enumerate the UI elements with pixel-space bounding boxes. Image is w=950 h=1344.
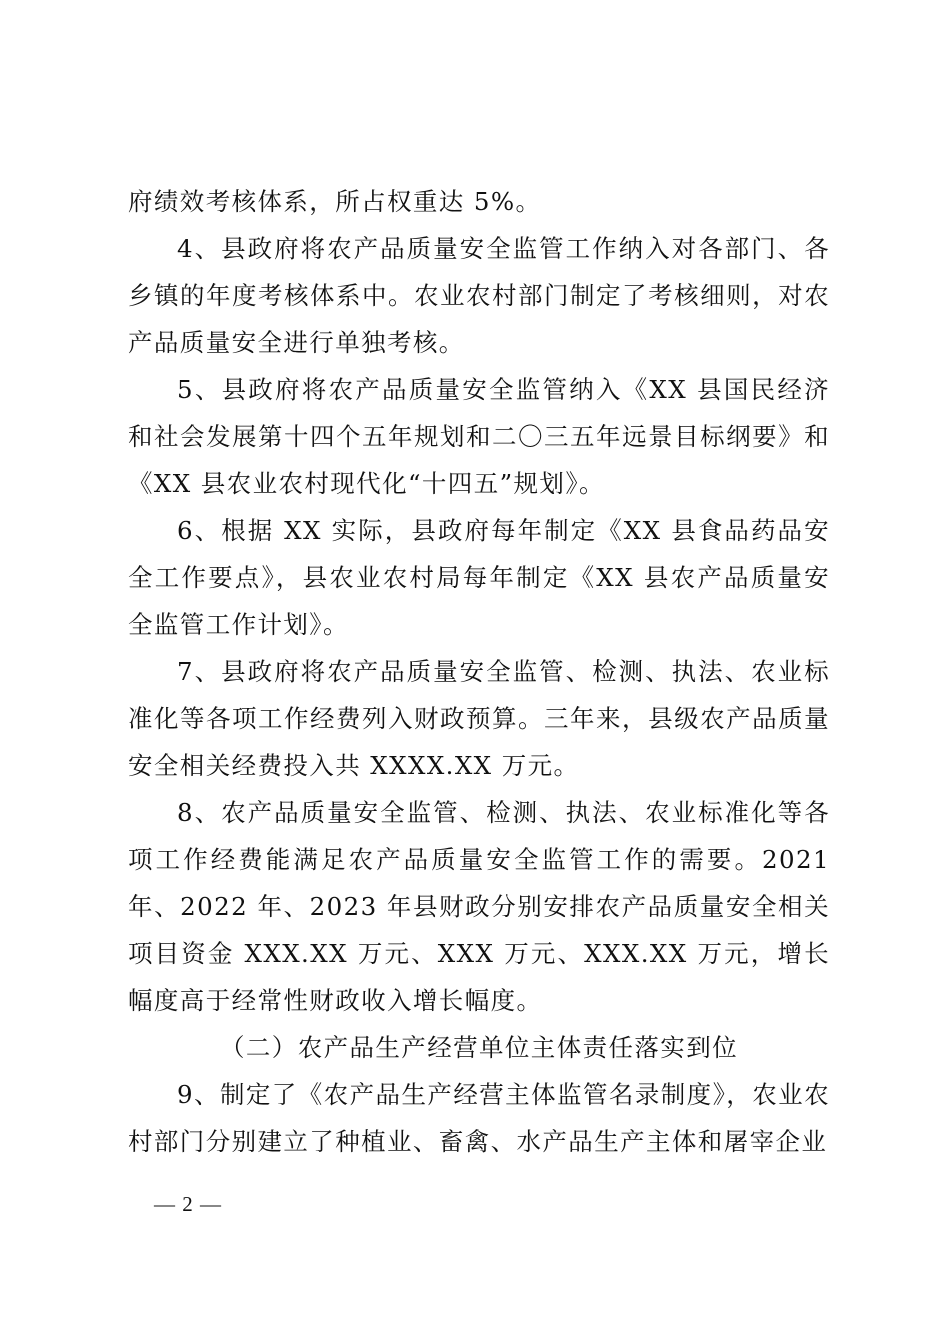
paragraph-item-5: 5、县政府将农产品质量安全监管纳入《XX 县国民经济和社会发展第十四个五年规划和二〇三五年远景目标纲要》和《XX 县农业农村现代化“十四五”规划》。 [128, 375, 830, 498]
page-number: — 2 — [154, 1192, 222, 1216]
paragraph-item-6: 6、根据 XX 实际，县政府每年制定《XX 县食品药品安全工作要点》，县农业农村局每年制定《XX 县农产品质量安全监管工作计划》。 [128, 516, 830, 639]
paragraph-item-8: 8、农产品质量安全监管、检测、执法、农业标准化等各项工作经费能满足农产品质量安全监管工作的需要。2021 年、2022 年、2023 年县财政分别安排农产品质量安全相关项目资金 XXX.XX 万元、XXX 万元、XXX.XX 万元，增长幅度高于经常性财政收入增长幅度。 [128, 798, 830, 1015]
paragraph-item-4: 4、县政府将农产品质量安全监管工作纳入对各部门、各乡镇的年度考核体系中。农业农村部门制定了考核细则，对农产品质量安全进行单独考核。 [128, 234, 830, 357]
section-heading: （二）农产品生产经营单位主体责任落实到位 [220, 1033, 738, 1062]
paragraph-continuation: 府绩效考核体系，所占权重达 5%。 [128, 187, 542, 216]
paragraph-item-9: 9、制定了《农产品生产经营主体监管名录制度》，农业农村部门分别建立了种植业、畜禽、水产品生产主体和屠宰企业 [128, 1080, 830, 1156]
paragraph-item-7: 7、县政府将农产品质量安全监管、检测、执法、农业标准化等各项工作经费列入财政预算。三年来，县级农产品质量安全相关经费投入共 XXXX.XX 万元。 [128, 657, 830, 780]
document-body [128, 178, 830, 1165]
